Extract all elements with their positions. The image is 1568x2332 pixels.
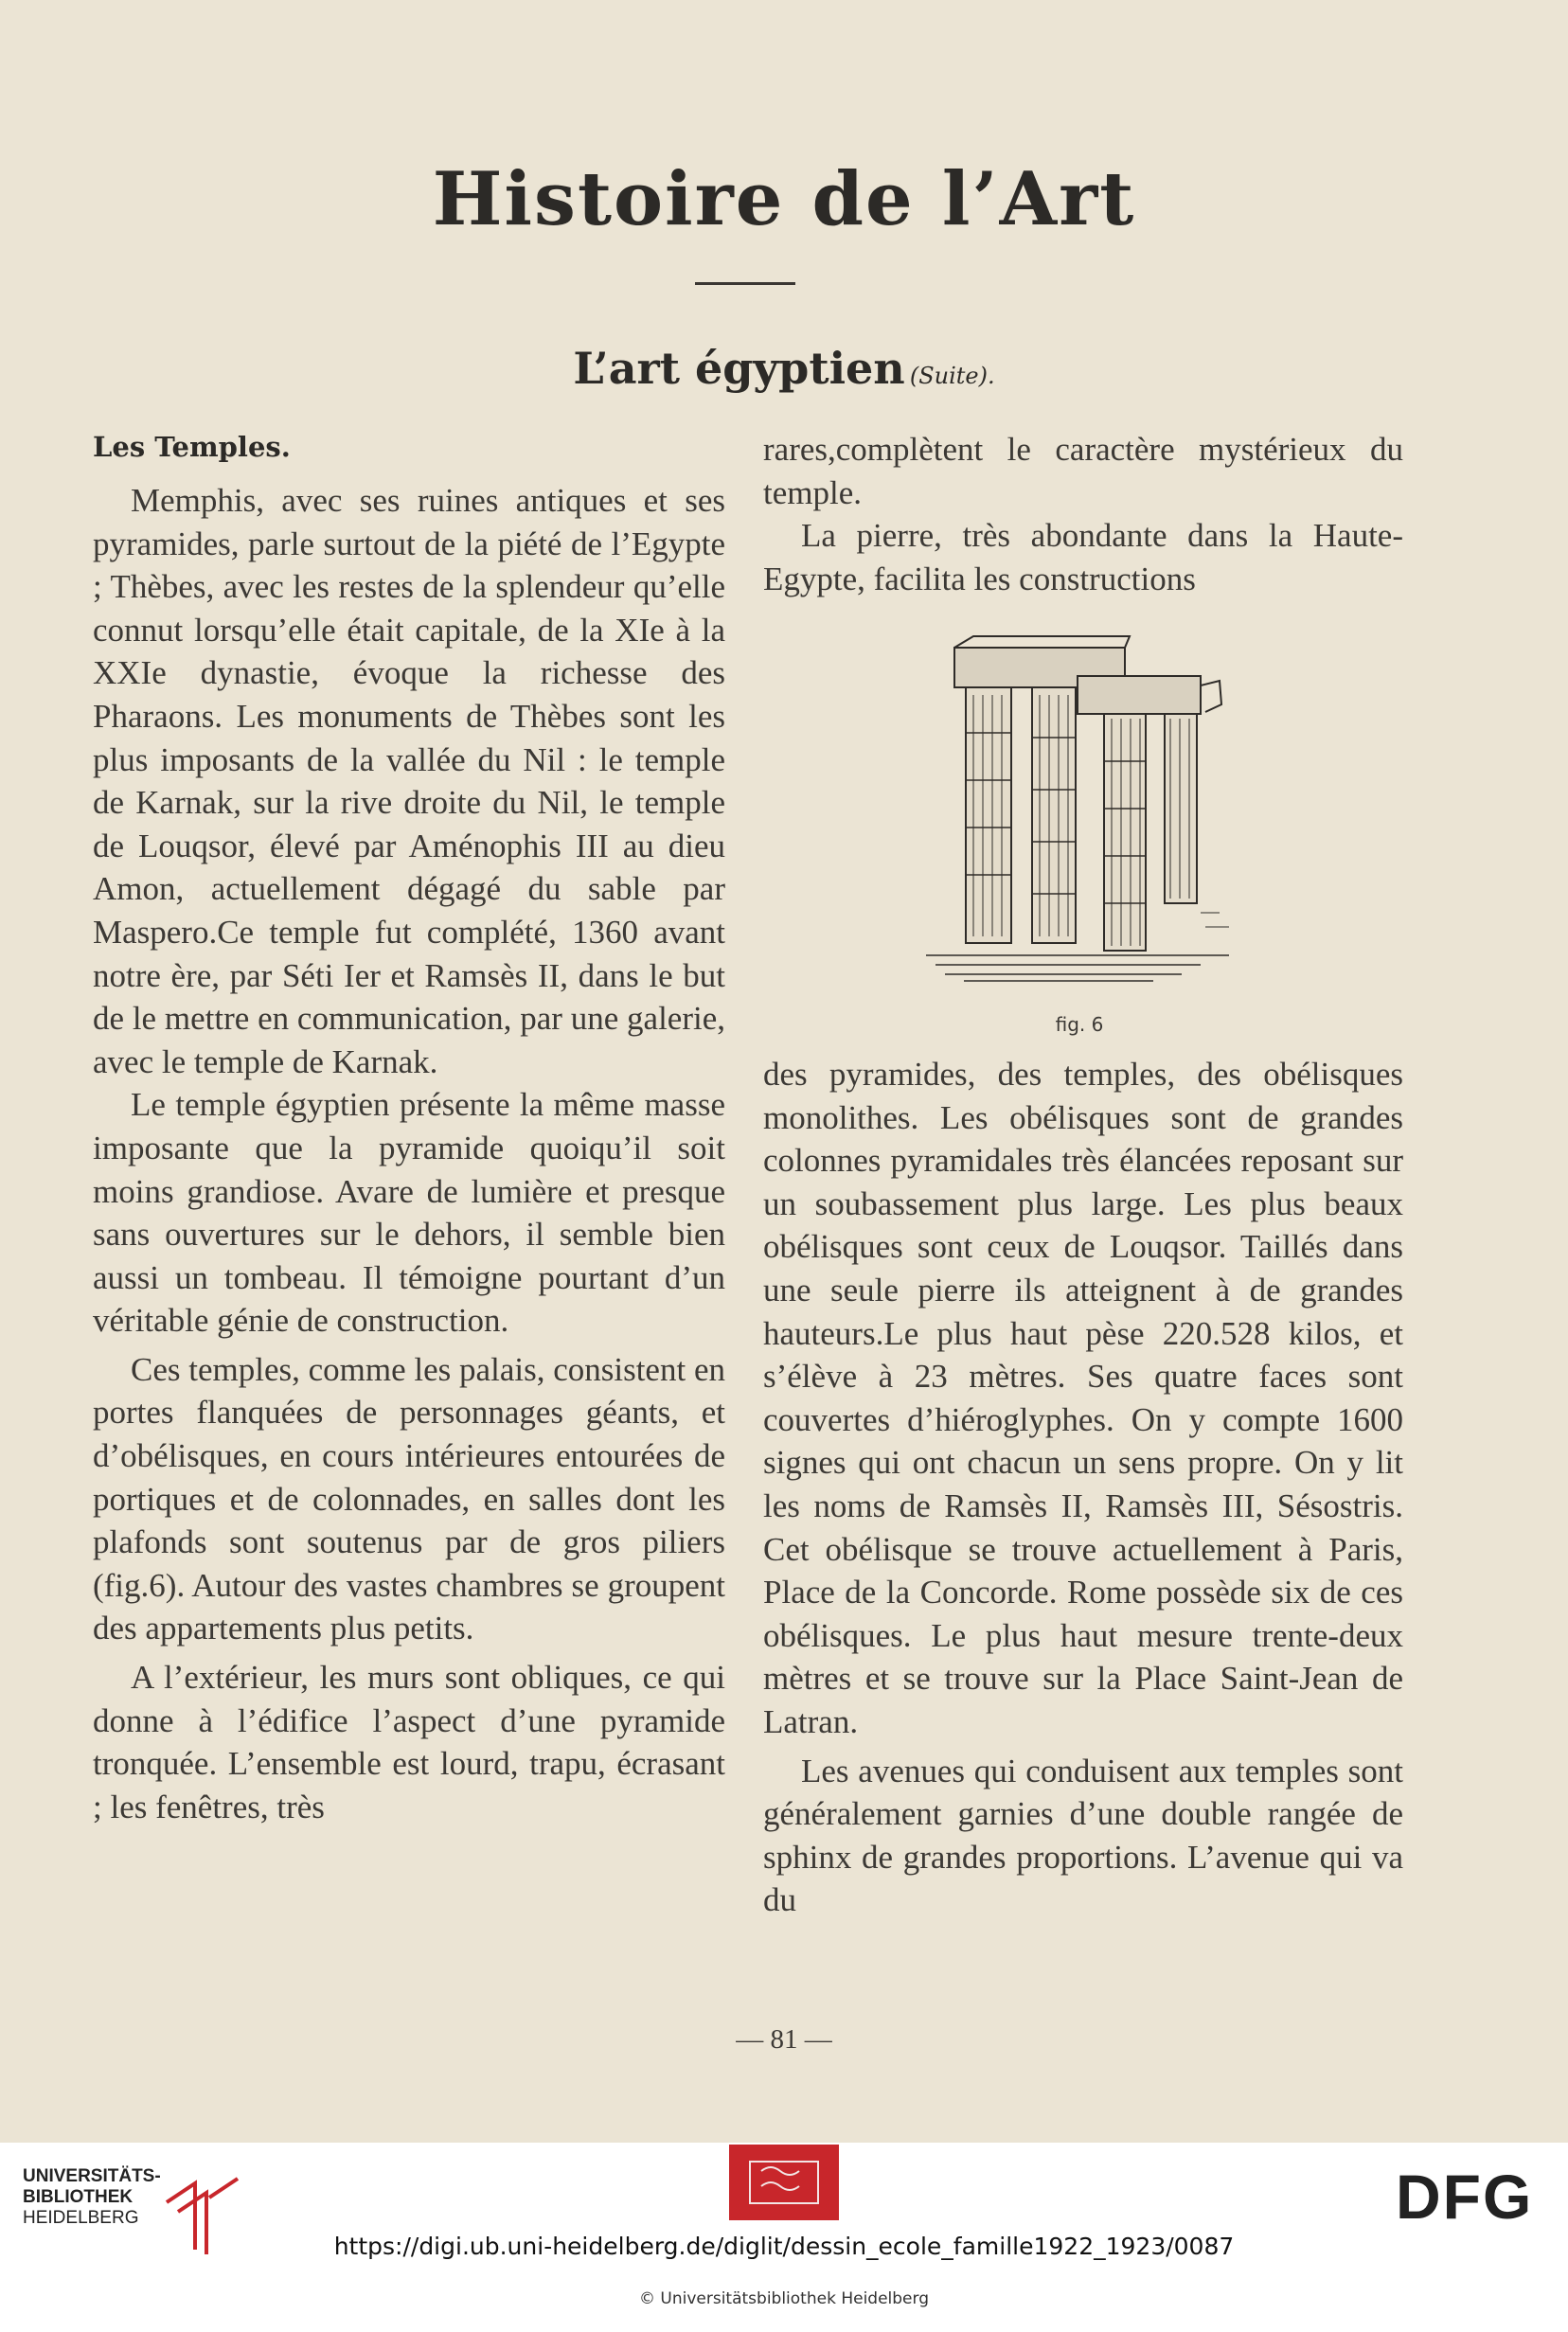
paragraph: La pierre, très abondante dans la Haute-Egypte, facilita les constructions (763, 517, 1403, 597)
temple-pillars-illustration (917, 629, 1248, 1007)
paragraph: rares,complètent le caractère mystérieux du temple. (763, 431, 1403, 511)
library-line-2: BIBLIOTHEK (23, 2187, 134, 2207)
paragraph: Les avenues qui conduisent aux temples sont généralement garnies d’une double rangée de sphinx de grandes proportions. L’avenue qui va du (763, 1752, 1403, 1919)
figure-caption: fig. 6 (1055, 1013, 1104, 1036)
subtitle-main: L’art égyptien (573, 343, 905, 394)
subtitle-suffix: (Suite). (909, 363, 995, 389)
episteme-badge-icon[interactable] (729, 2145, 839, 2220)
right-column-bottom (763, 1053, 1403, 1922)
dfg-logo[interactable]: DFG (1396, 2162, 1534, 2232)
article-subtitle (0, 343, 1568, 394)
article-title: Histoire de l’Art (432, 156, 1136, 242)
paragraph: Memphis, avec ses ruines antiques et ses pyramides, parle surtout de la piété de l’Egypte ; Thèbes, avec les restes de la splendeur qu’elle connut lorsqu’elle était capitale, de la XIe à la XXIe dynastie, évoque la richesse des Pharaons. Les monuments de Thèbes sont les plus imposants de la vallée du Nil : le temple de Karnak, sur la rive droite du Nil, le temple de Louqsor, élevé par Aménophis III au dieu Amon, actuellement dégagé du sable par Maspero.Ce temple fut complété, 1360 avant notre ère, par Séti Ier et Ramsès II, dans le but de le mettre en communication, par une galerie, avec le temple de Karnak. (93, 482, 725, 1080)
page-url-link[interactable]: https://digi.ub.uni-heidelberg.de/diglit/dessin_ecole_famille1922_1923/0087 (333, 2233, 1235, 2260)
title-divider (695, 282, 795, 285)
left-column (93, 428, 725, 1828)
library-line-1: UNIVERSITÄTS- (23, 2166, 161, 2186)
library-line-3: HEIDELBERG (23, 2208, 139, 2228)
right-column-top (763, 428, 1403, 600)
paragraph: A l’extérieur, les murs sont obliques, ce qui donne à l’édifice l’aspect d’une pyramide tronquée. L’ensemble est lourd, trapu, écrasant ; les fenêtres, très (93, 1659, 725, 1825)
paragraph: Ces temples, comme les palais, consistent en portes flanquées de personnages géants, et d’obélisques, en cours intérieures entourées de portiques et de colonnades, en salles dont les plafonds sont soutenus par de gros piliers (fig.6). Autour des vastes chambres se groupent des appartements plus petits. (93, 1350, 725, 1647)
paragraph: des pyramides, des temples, des obélisques monolithes. Les obélisques sont de grandes colonnes pyramidales très élancées reposant sur un soubassement plus large. Les plus beaux obélisques sont ceux de Louqsor. Taillés dans une seule pierre ils atteignent à de grandes hauteurs.Le plus haut pèse 220.528 kilos, et s’élève à 23 mètres. Ses quatre faces sont couvertes d’hiéroglyphes. On y compte 1600 signes qui ont chacun un sens propre. On y lit les noms de Ramsès II, Ramsès III, Sésostris. Cet obélisque se trouve actuellement à Paris, Place de la Concorde. Rome possède six de ces obélisques. Le plus haut mesure trente-deux mètres et se trouve sur la Place Saint-Jean de Latran. (763, 1056, 1403, 1740)
copyright-text: © Universitätsbibliothek Heidelberg (638, 2289, 929, 2308)
page-number: — 81 — (736, 2024, 832, 2055)
paragraph: Le temple égyptien présente la même masse imposante que la pyramide quoiqu’il soit moins grandiose. Avare de lumière et presque sans ouvertures sur le dehors, il semble bien aussi un tombeau. Il témoigne pourtant d’un véritable génie de construction. (93, 1086, 725, 1340)
section-heading: Les Temples. (93, 431, 291, 463)
